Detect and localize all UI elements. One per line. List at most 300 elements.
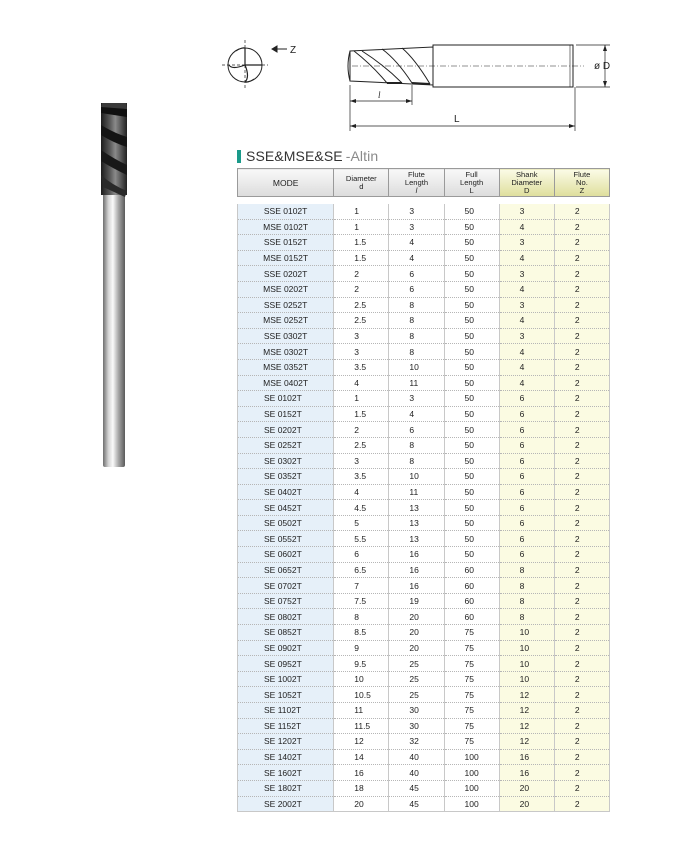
cell-flute-length: 16 [389,562,444,578]
cell-diameter: 20 [334,796,389,812]
header-line: d [359,181,364,191]
cell-diameter: 12 [334,734,389,750]
cell-diameter: 1 [334,219,389,235]
cell-full-length: 50 [444,500,499,516]
table-row [238,531,610,547]
cell-diameter: 14 [334,749,389,765]
cell-full-length: 50 [444,359,499,375]
cell-full-length: 100 [444,780,499,796]
cell-flute-no: 2 [554,625,609,641]
cell-mode: SE 0302T [238,453,334,469]
cell-diameter: 1 [334,391,389,407]
header-full-length [444,169,499,197]
cell-full-length: 50 [444,297,499,313]
table-row [238,796,610,812]
cell-full-length: 50 [444,391,499,407]
cell-shank-diameter: 8 [499,578,554,594]
cell-flute-no: 2 [554,422,609,438]
cell-full-length: 50 [444,375,499,391]
cell-diameter: 2 [334,281,389,297]
cell-full-length: 60 [444,578,499,594]
cell-flute-length: 8 [389,437,444,453]
cell-flute-length: 6 [389,266,444,282]
cell-mode: MSE 0102T [238,219,334,235]
diagram-label-shank-diameter: ø D [594,61,611,72]
section-subtitle: -Altin [345,148,379,164]
cell-flute-length: 25 [389,656,444,672]
table-header-row [238,169,610,197]
cell-diameter: 8 [334,609,389,625]
cell-flute-no: 2 [554,235,609,251]
table-row [238,313,610,329]
cell-diameter: 11 [334,703,389,719]
cell-full-length: 75 [444,625,499,641]
cell-flute-no: 2 [554,765,609,781]
cell-mode: SE 0652T [238,562,334,578]
header-line: Flute [408,169,425,179]
table-row [238,765,610,781]
cell-diameter: 1 [334,204,389,220]
cell-diameter: 16 [334,765,389,781]
cell-flute-length: 20 [389,609,444,625]
cell-diameter: 2 [334,422,389,438]
cell-mode: SE 1202T [238,734,334,750]
table-row [238,437,610,453]
cell-mode: SE 0902T [238,640,334,656]
cell-shank-diameter: 6 [499,453,554,469]
cell-flute-length: 8 [389,313,444,329]
diagram-label-z: Z [290,45,297,56]
header-diameter [334,169,389,197]
cell-diameter: 10.5 [334,687,389,703]
cell-mode: SE 1402T [238,749,334,765]
cell-shank-diameter: 10 [499,656,554,672]
table-row [238,671,610,687]
cell-flute-length: 13 [389,515,444,531]
table-row [238,453,610,469]
cell-flute-no: 2 [554,437,609,453]
cell-diameter: 6 [334,547,389,563]
table-row [238,250,610,266]
cell-flute-length: 4 [389,250,444,266]
cell-shank-diameter: 3 [499,328,554,344]
header-mode: MODE [238,169,334,197]
cell-flute-no: 2 [554,281,609,297]
cell-shank-diameter: 10 [499,625,554,641]
header-line: Full [465,169,478,179]
cell-flute-no: 2 [554,656,609,672]
cell-flute-length: 40 [389,749,444,765]
cell-full-length: 100 [444,749,499,765]
header-line: l [415,185,418,195]
cell-mode: SE 0152T [238,406,334,422]
table-row [238,344,610,360]
cell-shank-diameter: 6 [499,484,554,500]
header-flute-no [554,169,609,197]
table-row [238,578,610,594]
cell-flute-length: 16 [389,547,444,563]
cell-full-length: 60 [444,562,499,578]
cell-mode: SE 1602T [238,765,334,781]
cell-full-length: 60 [444,609,499,625]
cell-mode: SSE 0102T [238,204,334,220]
header-line: Diameter [345,173,377,183]
cell-diameter: 10 [334,671,389,687]
table-row [238,687,610,703]
cell-full-length: 75 [444,703,499,719]
cell-flute-length: 20 [389,640,444,656]
cell-diameter: 3.5 [334,359,389,375]
cell-flute-no: 2 [554,453,609,469]
cell-diameter: 2 [334,266,389,282]
cell-flute-no: 2 [554,344,609,360]
cell-full-length: 75 [444,734,499,750]
cell-diameter: 8.5 [334,625,389,641]
table-row [238,422,610,438]
cell-mode: SE 1002T [238,671,334,687]
cell-shank-diameter: 12 [499,703,554,719]
diagram-label-full-length: L [454,114,460,125]
cell-flute-no: 2 [554,406,609,422]
cell-shank-diameter: 10 [499,671,554,687]
cell-mode: SSE 0202T [238,266,334,282]
cell-full-length: 100 [444,796,499,812]
table-row [238,266,610,282]
table-row [238,406,610,422]
cell-diameter: 7.5 [334,593,389,609]
title-marker [237,150,241,163]
cell-mode: SE 0502T [238,515,334,531]
cell-shank-diameter: 4 [499,344,554,360]
cell-shank-diameter: 20 [499,780,554,796]
header-line: Flute [573,169,591,179]
cell-shank-diameter: 4 [499,359,554,375]
cell-mode: SE 2002T [238,796,334,812]
table-row [238,359,610,375]
cell-shank-diameter: 4 [499,313,554,329]
table-row [238,469,610,485]
cell-mode: MSE 0202T [238,281,334,297]
cell-flute-length: 4 [389,406,444,422]
cell-flute-length: 13 [389,531,444,547]
table-row [238,593,610,609]
table-row [238,235,610,251]
cell-shank-diameter: 4 [499,219,554,235]
cell-flute-length: 30 [389,718,444,734]
table-row [238,219,610,235]
end-mill-diagram [212,25,632,140]
table-row [238,625,610,641]
cell-flute-length: 6 [389,281,444,297]
cell-shank-diameter: 8 [499,562,554,578]
cell-mode: SE 1102T [238,703,334,719]
header-line: L [469,185,474,195]
cell-shank-diameter: 12 [499,687,554,703]
cell-diameter: 11.5 [334,718,389,734]
cell-flute-length: 45 [389,780,444,796]
cell-diameter: 4 [334,375,389,391]
cell-mode: MSE 0252T [238,313,334,329]
cell-shank-diameter: 8 [499,609,554,625]
table-row [238,547,610,563]
header-line: Shank [515,169,538,179]
spec-table [237,168,610,812]
cell-full-length: 50 [444,453,499,469]
diagram-label-flute-length: l [378,90,381,100]
cell-full-length: 75 [444,656,499,672]
cell-flute-no: 2 [554,515,609,531]
cell-flute-no: 2 [554,578,609,594]
cell-shank-diameter: 16 [499,749,554,765]
cell-diameter: 9.5 [334,656,389,672]
cell-full-length: 50 [444,266,499,282]
cell-flute-length: 16 [389,578,444,594]
cell-flute-no: 2 [554,734,609,750]
cell-flute-no: 2 [554,796,609,812]
cell-flute-length: 11 [389,484,444,500]
cell-mode: SE 0402T [238,484,334,500]
cell-flute-length: 3 [389,204,444,220]
table-row [238,718,610,734]
cell-mode: MSE 0352T [238,359,334,375]
cell-flute-no: 2 [554,484,609,500]
cell-shank-diameter: 8 [499,593,554,609]
cell-flute-length: 19 [389,593,444,609]
table-row [238,640,610,656]
cell-mode: SE 0102T [238,391,334,407]
cell-diameter: 7 [334,578,389,594]
end-mill-photo [90,95,140,470]
cell-mode: SE 0702T [238,578,334,594]
cell-flute-no: 2 [554,718,609,734]
cell-flute-length: 6 [389,422,444,438]
cell-shank-diameter: 3 [499,297,554,313]
cell-mode: SE 0452T [238,500,334,516]
cell-mode: MSE 0402T [238,375,334,391]
table-row [238,515,610,531]
cell-flute-no: 2 [554,204,609,220]
cell-flute-no: 2 [554,703,609,719]
cell-full-length: 50 [444,204,499,220]
cell-full-length: 50 [444,313,499,329]
cell-flute-no: 2 [554,640,609,656]
cell-flute-length: 3 [389,391,444,407]
cell-diameter: 3.5 [334,469,389,485]
cell-shank-diameter: 6 [499,515,554,531]
cell-flute-no: 2 [554,609,609,625]
cell-mode: SE 0552T [238,531,334,547]
table-body [238,204,610,812]
cell-flute-length: 32 [389,734,444,750]
cell-diameter: 3 [334,328,389,344]
cell-shank-diameter: 12 [499,718,554,734]
cell-shank-diameter: 6 [499,469,554,485]
cell-shank-diameter: 6 [499,547,554,563]
cell-flute-length: 40 [389,765,444,781]
cell-mode: SE 0202T [238,422,334,438]
header-line: Length [459,177,484,187]
cell-flute-length: 8 [389,297,444,313]
cell-flute-no: 2 [554,391,609,407]
cell-flute-length: 4 [389,235,444,251]
cell-mode: MSE 0152T [238,250,334,266]
cell-mode: SE 0352T [238,469,334,485]
cell-mode: SE 0752T [238,593,334,609]
cell-diameter: 6.5 [334,562,389,578]
cell-mode: SE 1052T [238,687,334,703]
cell-mode: SE 1802T [238,780,334,796]
cell-diameter: 2.5 [334,437,389,453]
cell-shank-diameter: 6 [499,437,554,453]
table-row [238,734,610,750]
cell-shank-diameter: 16 [499,765,554,781]
cell-flute-no: 2 [554,359,609,375]
cell-flute-length: 8 [389,344,444,360]
cell-shank-diameter: 6 [499,406,554,422]
cell-diameter: 5.5 [334,531,389,547]
cell-full-length: 75 [444,640,499,656]
cell-flute-length: 30 [389,703,444,719]
cell-mode: SE 0602T [238,547,334,563]
cell-flute-no: 2 [554,328,609,344]
cell-full-length: 50 [444,484,499,500]
cell-full-length: 50 [444,328,499,344]
table-row [238,780,610,796]
cell-shank-diameter: 6 [499,531,554,547]
cell-flute-length: 8 [389,328,444,344]
cell-flute-length: 10 [389,359,444,375]
cell-flute-no: 2 [554,500,609,516]
cell-flute-no: 2 [554,250,609,266]
cell-flute-no: 2 [554,219,609,235]
cell-full-length: 50 [444,422,499,438]
cell-full-length: 50 [444,235,499,251]
table-row [238,749,610,765]
table-row [238,609,610,625]
cell-full-length: 50 [444,437,499,453]
cell-full-length: 50 [444,344,499,360]
cell-mode: MSE 0302T [238,344,334,360]
header-line: Length [404,177,429,187]
cell-flute-no: 2 [554,749,609,765]
cell-flute-no: 2 [554,687,609,703]
cell-flute-no: 2 [554,593,609,609]
cell-shank-diameter: 10 [499,640,554,656]
cell-full-length: 50 [444,281,499,297]
cell-diameter: 1.5 [334,235,389,251]
cell-shank-diameter: 4 [499,375,554,391]
cell-full-length: 50 [444,406,499,422]
table-row [238,375,610,391]
cell-shank-diameter: 6 [499,500,554,516]
table-row [238,500,610,516]
cell-mode: SE 0952T [238,656,334,672]
cell-flute-length: 13 [389,500,444,516]
cell-full-length: 75 [444,687,499,703]
cell-diameter: 4 [334,484,389,500]
cell-full-length: 75 [444,718,499,734]
header-line: D [524,185,530,195]
cell-flute-length: 45 [389,796,444,812]
table-row [238,204,610,220]
cell-shank-diameter: 20 [499,796,554,812]
section-title [237,147,378,165]
cell-flute-no: 2 [554,266,609,282]
table-row [238,656,610,672]
cell-shank-diameter: 3 [499,235,554,251]
cell-flute-length: 10 [389,469,444,485]
cell-full-length: 50 [444,219,499,235]
cell-mode: SSE 0252T [238,297,334,313]
cell-diameter: 5 [334,515,389,531]
cell-full-length: 50 [444,250,499,266]
cell-mode: SE 0852T [238,625,334,641]
cell-shank-diameter: 6 [499,422,554,438]
cell-full-length: 50 [444,515,499,531]
cell-mode: SE 0802T [238,609,334,625]
cell-mode: SSE 0302T [238,328,334,344]
cell-flute-length: 20 [389,625,444,641]
cell-flute-length: 25 [389,671,444,687]
table-row [238,328,610,344]
cell-flute-no: 2 [554,297,609,313]
cell-full-length: 60 [444,593,499,609]
cell-flute-no: 2 [554,313,609,329]
cell-flute-no: 2 [554,531,609,547]
cell-shank-diameter: 4 [499,281,554,297]
cell-diameter: 3 [334,453,389,469]
header-line: Z [579,185,585,195]
header-line: Diameter [511,177,543,187]
cell-diameter: 1.5 [334,406,389,422]
cell-diameter: 9 [334,640,389,656]
cell-flute-no: 2 [554,562,609,578]
section-title-text: SSE&MSE&SE [246,148,343,164]
cell-mode: SSE 0152T [238,235,334,251]
cell-flute-length: 25 [389,687,444,703]
table-row [238,297,610,313]
cell-full-length: 50 [444,469,499,485]
cell-flute-no: 2 [554,547,609,563]
table-row [238,703,610,719]
cell-shank-diameter: 3 [499,204,554,220]
cell-full-length: 50 [444,531,499,547]
cell-flute-length: 11 [389,375,444,391]
cell-mode: SE 0252T [238,437,334,453]
header-shank-diameter [499,169,554,197]
table-row [238,484,610,500]
cell-diameter: 1.5 [334,250,389,266]
cell-flute-no: 2 [554,780,609,796]
cell-flute-no: 2 [554,469,609,485]
header-line: No. [575,177,588,187]
table-row [238,281,610,297]
cell-flute-length: 8 [389,453,444,469]
cell-flute-no: 2 [554,375,609,391]
cell-diameter: 2.5 [334,297,389,313]
cell-shank-diameter: 12 [499,734,554,750]
cell-shank-diameter: 4 [499,250,554,266]
cell-flute-no: 2 [554,671,609,687]
table-row [238,562,610,578]
cell-shank-diameter: 3 [499,266,554,282]
cell-full-length: 75 [444,671,499,687]
header-flute-length [389,169,444,197]
cell-shank-diameter: 6 [499,391,554,407]
cell-full-length: 100 [444,765,499,781]
cell-diameter: 3 [334,344,389,360]
table-row [238,391,610,407]
